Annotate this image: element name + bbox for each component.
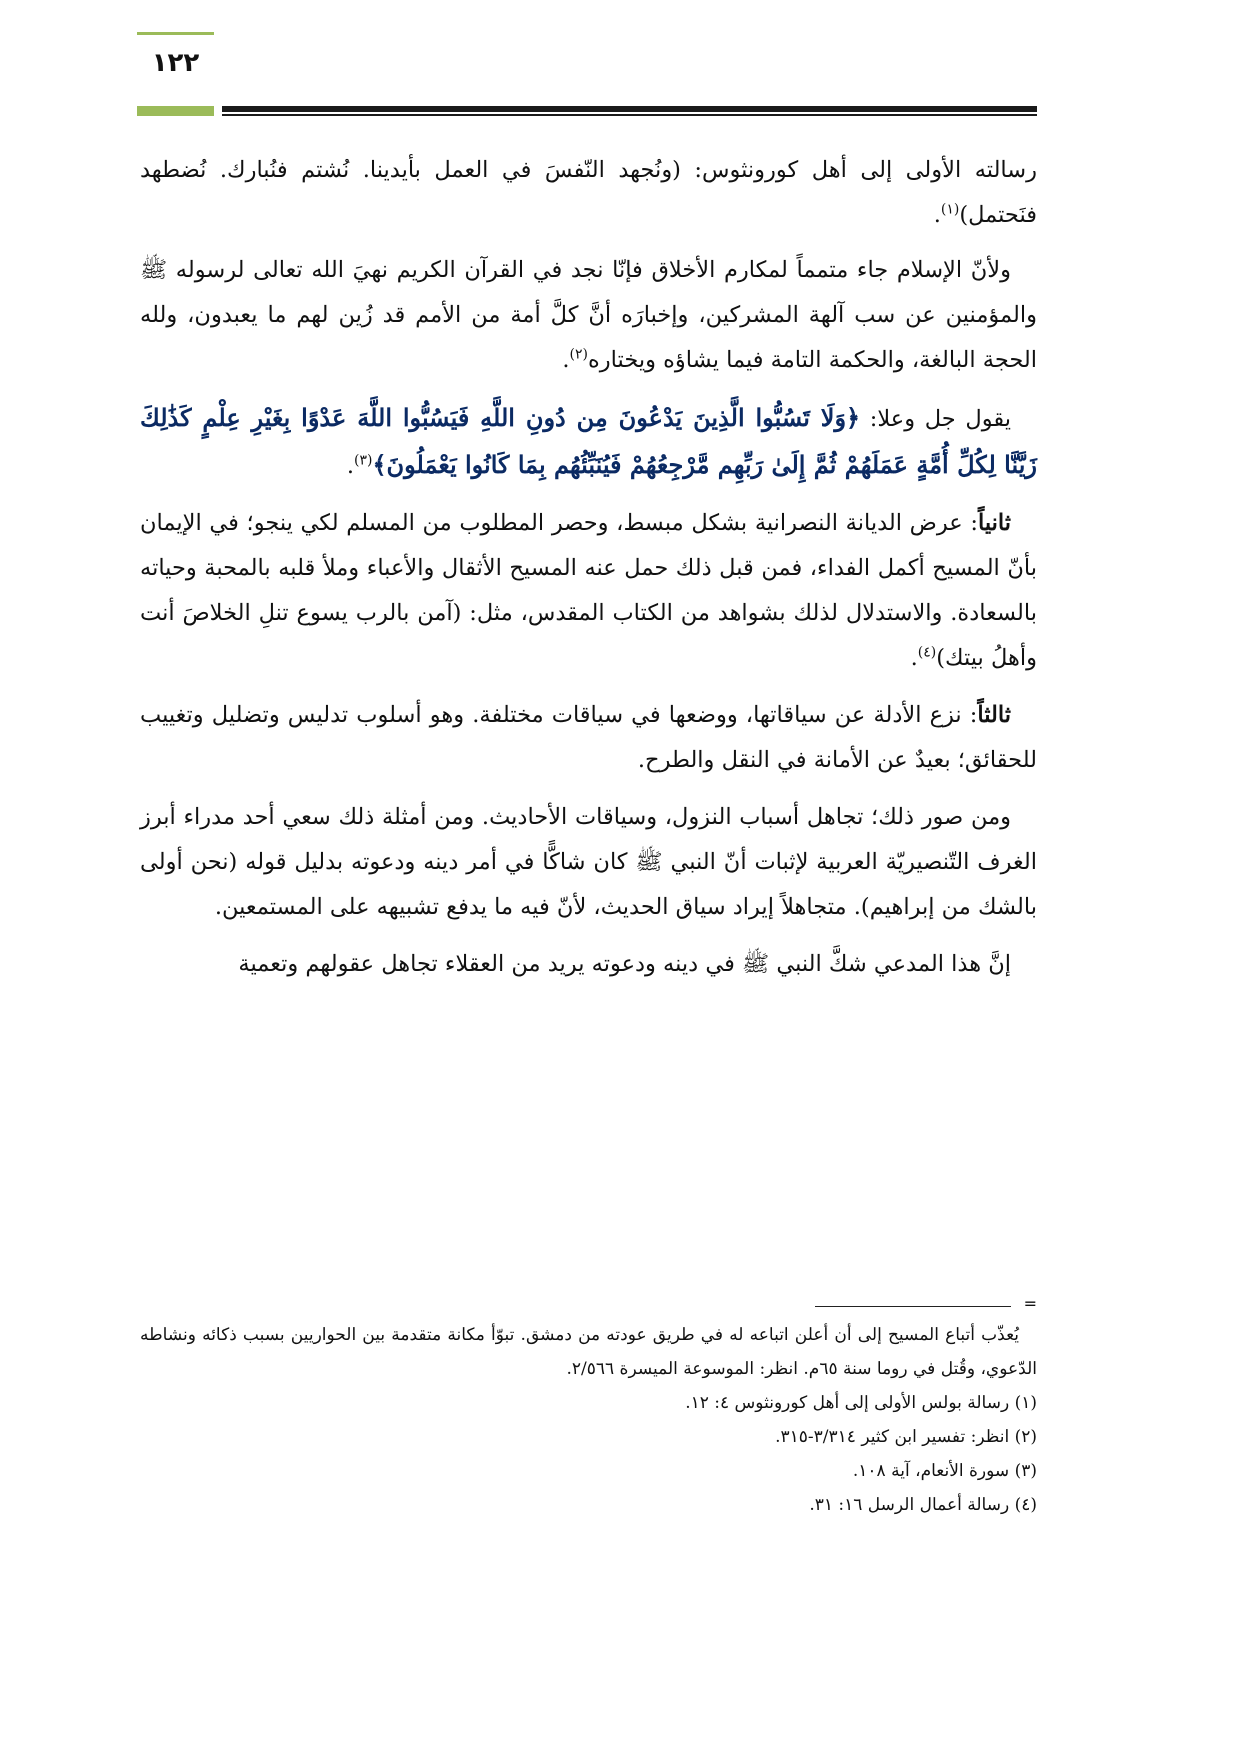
- verse-intro: يقول جل وعلا:: [860, 406, 1011, 432]
- point-three-label: ثالثاً: [977, 702, 1011, 728]
- paragraph-1-text: رسالته الأولى إلى أهل كورونثوس: (ونُجهد النّفسَ في العمل بأيدينا. نُشتم فنُبارك. نُضطهد فنَحتمل): [140, 157, 1037, 228]
- header-top-rule: [137, 32, 214, 35]
- footnote-ref-1: (١): [940, 201, 960, 218]
- paragraph-4-end: .: [910, 645, 918, 671]
- paragraph-5: [140, 693, 1037, 783]
- header-green-accent: [137, 106, 214, 116]
- footnote-4: (٤) رسالة أعمال الرسل ١٦: ٣١.: [809, 1495, 1037, 1515]
- footnotes: [140, 1318, 1037, 1522]
- footnote-ref-2: (٢): [569, 346, 589, 363]
- footnote-separator-line: [815, 1306, 1011, 1307]
- footnote-separator: [815, 1296, 1037, 1316]
- paragraph-7: [140, 942, 1037, 987]
- footnote-ref-3: (٣): [354, 452, 373, 469]
- footnote-continuation: يُعذّب أتباع المسيح إلى أن أعلن اتباعه له في طريق عودته من دمشق. تبوّأ مكانة متقدمة بين الحواريين بسبب ذكائه ونشاطه الدّعوي، وقُتل في روما سنة ٦٥م. انظر: الموسوعة الميسرة ٢/٥٦٦.: [140, 1325, 1037, 1379]
- paragraph-1-end: .: [933, 202, 941, 228]
- footnote-ref-4: (٤): [917, 644, 937, 661]
- quran-verse: ﴿وَلَا تَسُبُّوا الَّذِينَ يَدْعُونَ مِن دُونِ اللَّهِ فَيَسُبُّوا اللَّهَ عَدْوًا بِغَيْرِ عِلْمٍ كَذَٰلِكَ زَيَّنَّا لِكُلِّ أُمَّةٍ عَمَلَهُمْ ثُمَّ إِلَىٰ رَبِّهِم مَّرْجِعُهُمْ فَيُنَبِّئُهُم بِمَا كَانُوا يَعْمَلُونَ﴾: [140, 403, 1037, 479]
- paragraph-7-text: إنَّ هذا المدعي شكَّ النبي ﷺ في دينه ودعوته يريد من العقلاء تجاهل عقولهم وتعمية: [238, 951, 1011, 977]
- paragraph-1: [140, 148, 1037, 238]
- point-two-label: ثانياً: [977, 510, 1011, 536]
- paragraph-5-text: : نزع الأدلة عن سياقاتها، ووضعها في سياقات مختلفة. وهو أسلوب تدليس وتضليل وتغييب للحقائق؛ بعيدٌ عن الأمانة في النقل والطرح.: [140, 702, 1037, 773]
- footnote-1: (١) رسالة بولس الأولى إلى أهل كورونثوس ٤: ١٢.: [685, 1393, 1037, 1413]
- paragraph-2-end: .: [562, 347, 570, 373]
- header-rule-thick: [222, 106, 1037, 112]
- paragraph-6-text: ومن صور ذلك؛ تجاهل أسباب النزول، وسياقات الأحاديث. ومن أمثلة ذلك سعي أحد مدراء أبرز الغرف التّنصيريّة العربية لإثبات أنّ النبي ﷺ كان شاكًّا في أمر دينه ودعوته بدليل قوله (نحن أولى بالشك من إبراهيم). متجاهلاً إيراد سياق الحديث، لأنّ فيه ما يدفع تشبيهه على المستمعين.: [140, 804, 1037, 920]
- main-text: [140, 148, 1037, 999]
- footnote-2: (٢) انظر: تفسير ابن كثير ٣/٣١٤-٣١٥.: [775, 1427, 1037, 1447]
- paragraph-3-verse: [140, 395, 1037, 489]
- page-number: ١٢٢: [151, 48, 200, 78]
- paragraph-6: [140, 795, 1037, 930]
- header-rule-thin: [222, 114, 1037, 116]
- paragraph-2: [140, 248, 1037, 383]
- paragraph-2-text: ولأنّ الإسلام جاء متمماً لمكارم الأخلاق فإنّا نجد في القرآن الكريم نهيَ الله تعالى لرسوله ﷺ والمؤمنين عن سب آلهة المشركين، وإخبارَه أنَّ كلَّ أمة من الأمم قد زُين لهم ما يعبدون، ولله الحجة البالغة، والحكمة التامة فيما يشاؤه ويختاره: [140, 257, 1037, 373]
- footnote-3: (٣) سورة الأنعام، آية ١٠٨.: [852, 1461, 1037, 1481]
- footnote-continuation-mark: =: [1023, 1294, 1037, 1313]
- paragraph-4-text: : عرض الديانة النصرانية بشكل مبسط، وحصر المطلوب من المسلم لكي ينجو؛ في الإيمان بأنّ المسيح أكمل الفداء، فمن قبل ذلك حمل عنه المسيح الأثقال والأعباء وملأ قلبه بالمحبة وحياته بالسعادة. والاستدلال لذلك بشواهد من الكتاب المقدس، مثل: (آمن بالرب يسوع تنلِ الخلاصَ أنت وأهلُ بيتك): [140, 510, 1037, 671]
- paragraph-3-end: .: [346, 453, 354, 479]
- paragraph-4: [140, 501, 1037, 681]
